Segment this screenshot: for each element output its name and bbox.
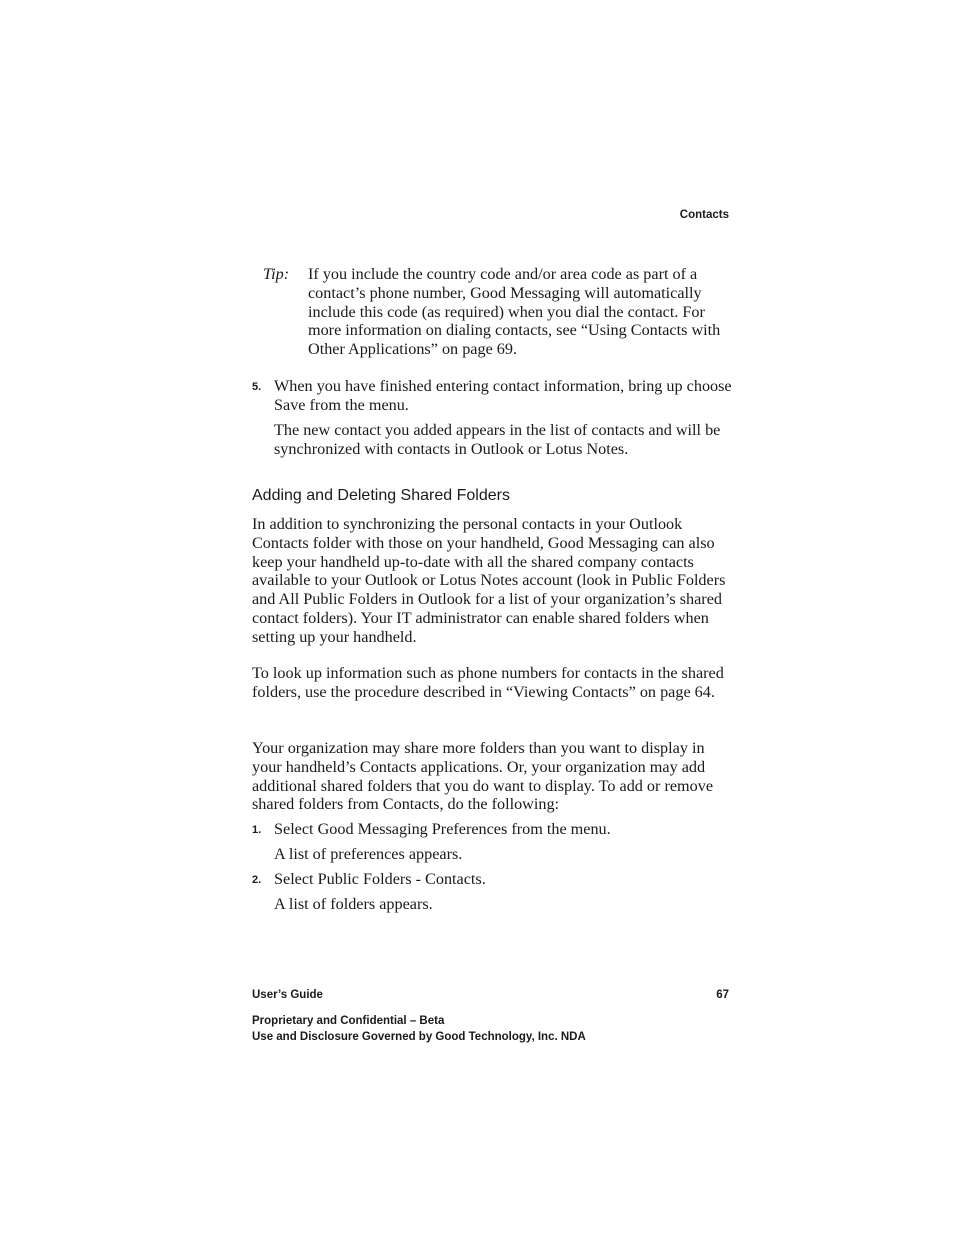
footer-disclosure: Use and Disclosure Governed by Good Technology, Inc. NDA (252, 1031, 586, 1043)
step-text: Select Good Messaging Preferences from the menu. (274, 820, 611, 838)
footer-confidentiality: Proprietary and Confidential – Beta (252, 1015, 445, 1027)
page-number: 67 (716, 989, 729, 1001)
body-paragraph: Your organization may share more folders than you want to display in your handheld’s Contacts applications. Or, your organization may add additional shared folders that you do want to display. To add or remove shared folders from Contacts, do the following: (252, 739, 714, 814)
footer-guide-title: User’s Guide (252, 989, 323, 1001)
step-number: 2. (252, 874, 262, 886)
step-number: 1. (252, 824, 262, 836)
step-result: The new contact you added appears in the list of contacts and will be synchronized with contacts in Outlook or Lotus Notes. (274, 421, 721, 458)
body-paragraph: In addition to synchronizing the personal contacts in your Outlook Contacts folder with those on your handheld, Good Messaging can also keep your handheld up-to-date with all the shared company contacts available to your Outlook or Lotus Notes account (look in Public Folders and All Public Folders in Outlook for a list of your organization’s shared contact folders). Your IT administrator can enable shared folders when setting up your handheld. (252, 515, 726, 646)
body-paragraph: To look up information such as phone numbers for contacts in the shared folders, use the procedure described in “Viewing Contacts” on page 64. (252, 664, 724, 701)
step-number: 5. (252, 381, 262, 393)
step-text: Select Public Folders - Contacts. (274, 870, 486, 888)
section-heading: Adding and Deleting Shared Folders (252, 487, 510, 504)
step-result: A list of folders appears. (274, 895, 433, 913)
running-header: Contacts (679, 209, 729, 221)
step-text: When you have finished entering contact information, bring up choose Save from the menu. (274, 377, 732, 414)
tip-label: Tip: (263, 265, 290, 283)
step-result: A list of preferences appears. (274, 845, 463, 863)
tip-text: If you include the country code and/or area code as part of a contact’s phone number, Good Messaging will automatically include this code (as required) when you dial the contact. For more information on dialing contacts, see “Using Contacts with Other Applications” on page 69. (308, 265, 721, 359)
